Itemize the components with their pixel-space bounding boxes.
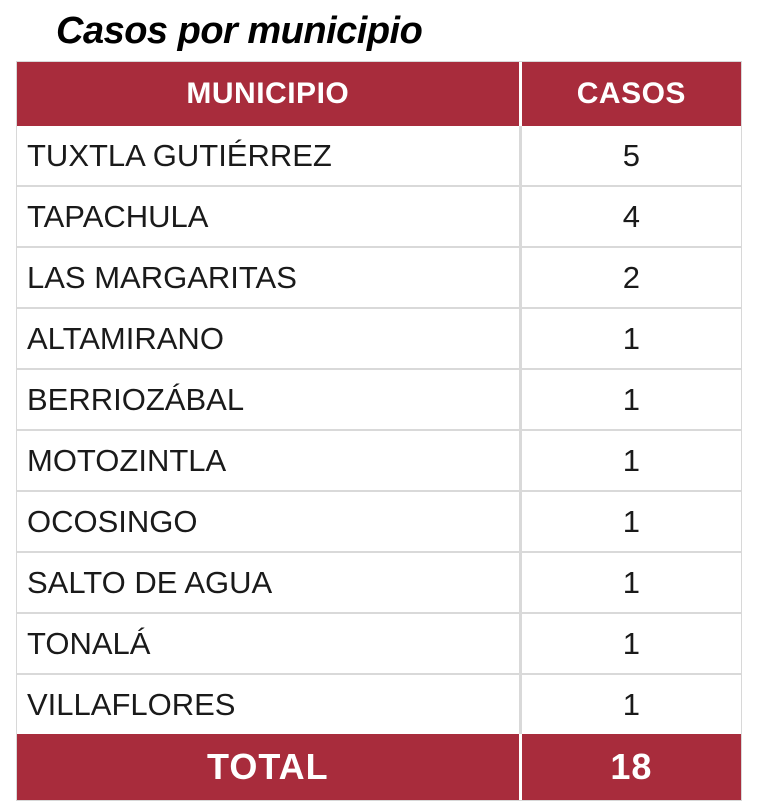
table-row — [17, 369, 741, 430]
table-row — [17, 674, 741, 734]
cell-casos: 4 — [520, 186, 741, 247]
cell-municipio: VILLAFLORES — [17, 674, 520, 734]
cell-casos: 1 — [520, 674, 741, 734]
cell-casos: 1 — [520, 552, 741, 613]
cell-municipio: LAS MARGARITAS — [17, 247, 520, 308]
table-body — [17, 126, 741, 734]
table-row — [17, 308, 741, 369]
table-total-row — [17, 734, 741, 800]
cell-municipio: MOTOZINTLA — [17, 430, 520, 491]
column-header-municipio: MUNICIPIO — [17, 62, 520, 126]
table-row — [17, 552, 741, 613]
table-row — [17, 126, 741, 186]
total-label: TOTAL — [17, 734, 520, 800]
total-value: 18 — [520, 734, 741, 800]
cell-casos: 1 — [520, 613, 741, 674]
cell-municipio: TONALÁ — [17, 613, 520, 674]
table-row — [17, 613, 741, 674]
cell-casos: 1 — [520, 308, 741, 369]
cell-casos: 1 — [520, 369, 741, 430]
table-row — [17, 247, 741, 308]
cell-casos: 1 — [520, 430, 741, 491]
cell-casos: 5 — [520, 126, 741, 186]
cell-municipio: SALTO DE AGUA — [17, 552, 520, 613]
cell-municipio: TUXTLA GUTIÉRREZ — [17, 126, 520, 186]
cases-table-container — [16, 61, 742, 801]
table-header-row — [17, 62, 741, 126]
column-header-casos: CASOS — [520, 62, 741, 126]
table-row — [17, 491, 741, 552]
table-row — [17, 430, 741, 491]
cell-municipio: BERRIOZÁBAL — [17, 369, 520, 430]
cell-municipio: TAPACHULA — [17, 186, 520, 247]
table-row — [17, 186, 741, 247]
page-title: Casos por municipio — [56, 10, 423, 52]
cell-municipio: OCOSINGO — [17, 491, 520, 552]
table-header — [17, 62, 741, 126]
cases-table — [17, 62, 741, 800]
cell-municipio: ALTAMIRANO — [17, 308, 520, 369]
cell-casos: 2 — [520, 247, 741, 308]
table-footer — [17, 734, 741, 800]
cell-casos: 1 — [520, 491, 741, 552]
